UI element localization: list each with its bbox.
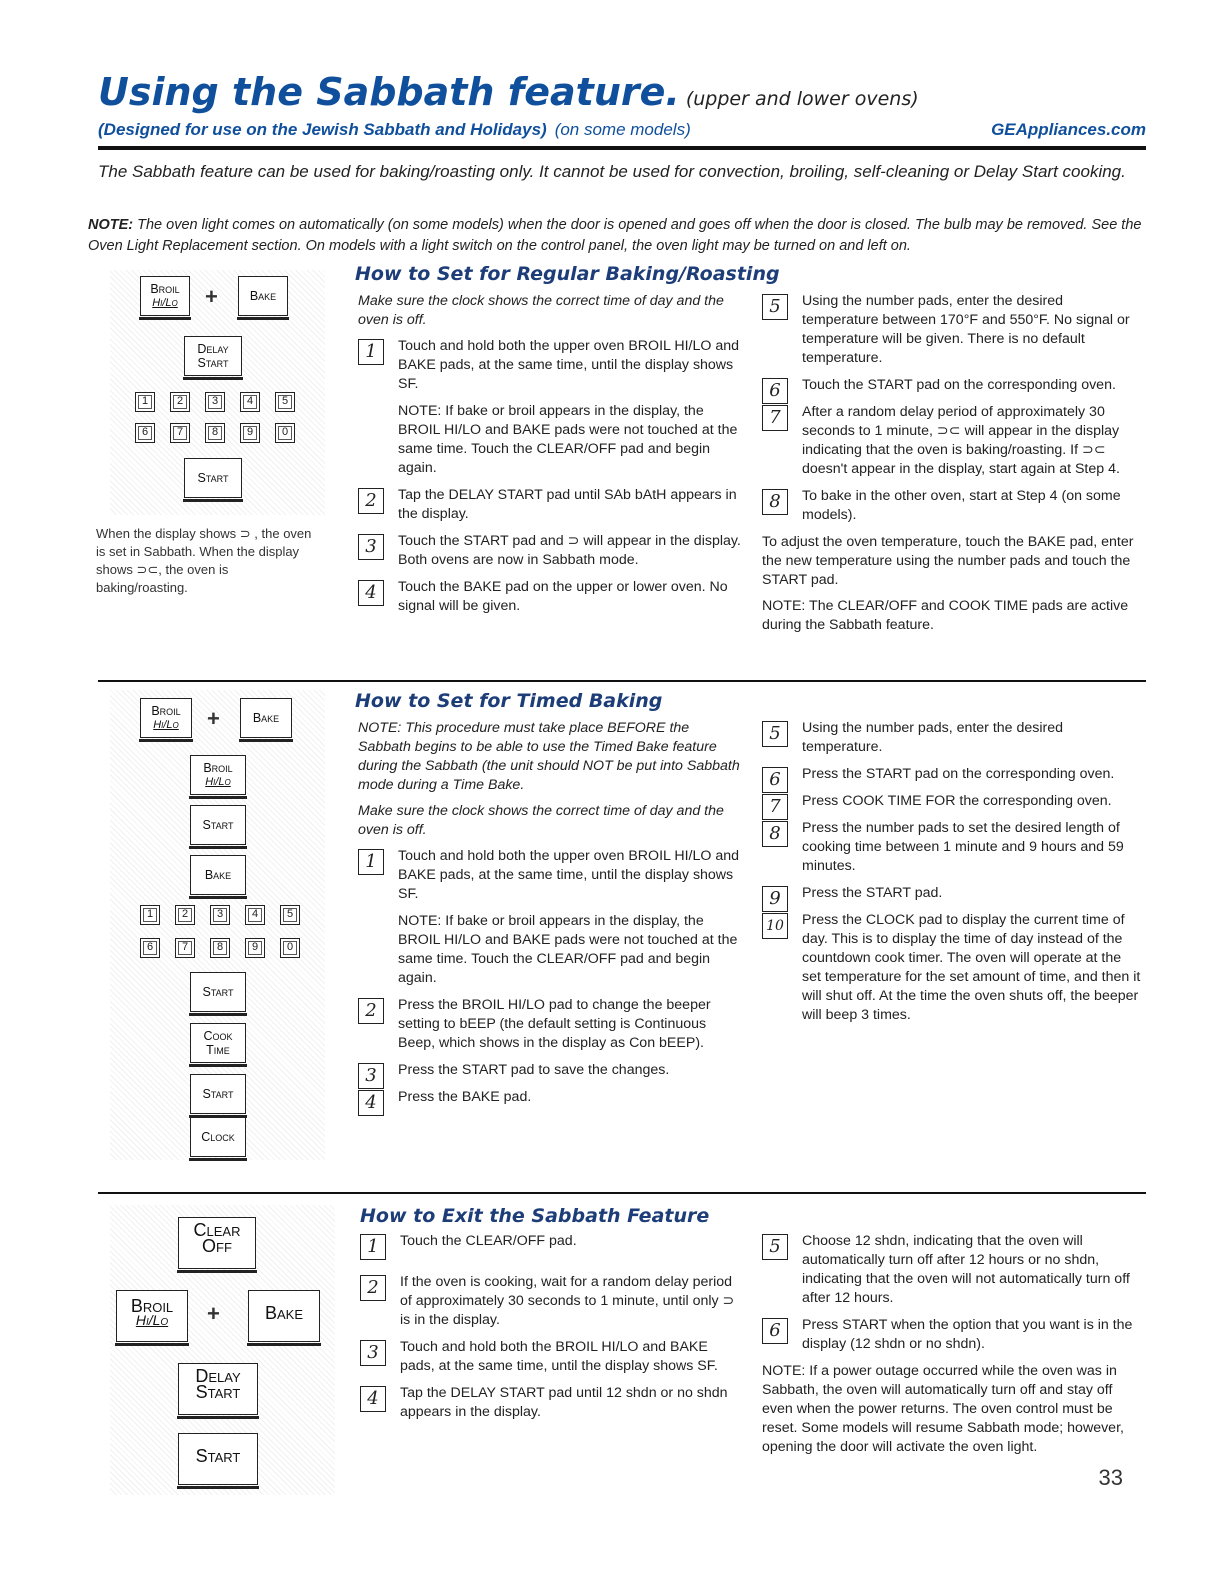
intro-text: The Sabbath feature can be used for baking/roasting only. It cannot be used for convection, broiling, self-cleaning or Delay Start cooking.	[98, 162, 1126, 181]
step-item: 4 Touch the BAKE pad on the upper or lower oven. No signal will be given.	[358, 578, 743, 616]
step-note: NOTE: If bake or broil appears in the display, the BROIL HI/LO and BAKE pads were not touched at the same time. Touch the CLEAR/OFF pad and begin again.	[398, 913, 738, 986]
broil-hilo-pad: Broil Hi/Lo	[190, 755, 246, 795]
digit-pad: 0	[280, 938, 300, 958]
step-item: 5 Choose 12 shdn, indicating that the oven will automatically turn off after 12 hours or no shdn, indicating that the oven will not automatically turn off after 12 hours.	[762, 1232, 1142, 1308]
exit-col-left	[360, 1232, 740, 1430]
timed-intro: Make sure the clock shows the correct time of day and the oven is off.	[358, 803, 724, 838]
top-note	[88, 215, 1148, 257]
step-item: 9 Press the START pad.	[762, 884, 1142, 903]
step-item: 10 Press the CLOCK pad to display the current time of day. This is to display the time of day instead of the countdown cook timer. The oven will operate at the set temperature for the set amount of time, and then it will shut off. At the time the oven shuts off, the beeper will beep 3 times.	[762, 911, 1142, 1025]
adjust-text: To adjust the oven temperature, touch the BAKE pad, enter the new temperature using the number pads and touch the START pad.	[762, 534, 1134, 588]
digit-pad: 8	[210, 938, 230, 958]
step-item: 1 Touch and hold both the upper oven BROIL HI/LO and BAKE pads, at the same time, until the display shows SF.	[358, 847, 743, 904]
step-item: 7 Press COOK TIME FOR the corresponding oven.	[762, 792, 1142, 811]
start-pad: Start	[184, 458, 242, 498]
section-heading-exit: How to Exit the Sabbath Feature	[360, 1205, 710, 1227]
bake-pad: Bake	[240, 698, 292, 738]
digit-pad: 7	[170, 423, 190, 443]
title-text: Using the Sabbath feature.	[98, 70, 680, 114]
page-number: 33	[1098, 1465, 1123, 1490]
step-item: 6 Press START when the option that you want is in the display (12 shdn or no shdn).	[762, 1316, 1142, 1354]
timed-col-left	[358, 719, 743, 1115]
step-item: 5 Using the number pads, enter the desired temperature between 170°F and 550°F. No signal or temperature will be given. There is no default temperature.	[762, 292, 1142, 368]
digit-pad: 3	[210, 905, 230, 925]
step-item: 3 Press the START pad to save the changes.	[358, 1061, 743, 1080]
plus-sign: +	[207, 706, 220, 731]
timed-note: NOTE: This procedure must take place BEFORE the Sabbath begins to be able to use the Timed Bake feature during the Sabbath (the unit should NOT be put into Sabbath mode during a Time Bake.	[358, 720, 740, 793]
plus-sign: +	[207, 1301, 220, 1326]
top-note-text: The oven light comes on automatically (on some models) when the door is opened and goes off when the door is closed. The bulb may be removed. See the Oven Light Replacement section. On models with a light switch on the control panel, the oven light may be turned on and left on.	[88, 217, 1142, 254]
regular-note: NOTE: The CLEAR/OFF and COOK TIME pads are active during the Sabbath feature.	[762, 598, 1129, 633]
section-rule	[98, 1192, 1146, 1194]
top-note-label: NOTE:	[88, 217, 134, 233]
delay-start-pad: Delay Start	[178, 1363, 258, 1415]
regular-intro: Make sure the clock shows the correct time of day and the oven is off.	[358, 293, 724, 328]
header-rule	[98, 146, 1146, 150]
step-item: 8 Press the number pads to set the desired length of cooking time between 1 minute and 9 hours and 59 minutes.	[762, 819, 1142, 876]
broil-hilo-pad: Broil Hi/Lo	[140, 276, 190, 316]
bake-pad: Bake	[190, 855, 246, 895]
step-item: 2 Press the BROIL HI/LO pad to change the beeper setting to bEEP (the default setting is Continuous Beep, which shows in the display as Con bEEP).	[358, 996, 743, 1053]
display-caption: When the display shows ⊃ , the oven is set in Sabbath. When the display shows ⊃⊂, the oven is baking/roasting.	[96, 526, 312, 595]
broil-hilo-pad: Broil Hi/Lo	[140, 698, 192, 738]
digit-pad: 5	[275, 392, 295, 412]
clock-pad: Clock	[190, 1117, 246, 1157]
exit-col-right	[762, 1232, 1142, 1464]
page-title	[98, 70, 919, 114]
page-subtitle	[98, 120, 1146, 140]
keypad-diagram-exit	[110, 1205, 335, 1495]
step-item: 2 Tap the DELAY START pad until SAb bAtH appears in the display.	[358, 486, 743, 524]
plus-sign: +	[205, 284, 218, 309]
digit-pad: 4	[245, 905, 265, 925]
step-item: 8 To bake in the other oven, start at Step 4 (on some models).	[762, 487, 1142, 525]
subtitle-text: (Designed for use on the Jewish Sabbath and Holidays)	[98, 120, 547, 139]
step-note: NOTE: If bake or broil appears in the display, the BROIL HI/LO and BAKE pads were not touched at the same time. Touch the CLEAR/OFF pad and begin again.	[398, 403, 738, 476]
step-item: 5 Using the number pads, enter the desired temperature.	[762, 719, 1142, 757]
website-link[interactable]: GEAppliances.com	[991, 120, 1146, 139]
step-item: 2 If the oven is cooking, wait for a random delay period of approximately 30 seconds to 1 minute, until only ⊃ is in the display.	[360, 1273, 740, 1330]
section-heading-timed: How to Set for Timed Baking	[355, 690, 663, 712]
step-item: 7 After a random delay period of approximately 30 seconds to 1 minute, ⊃⊂ will appear in the display indicating that the oven is baking/roasting. If ⊃⊂ doesn't appear in the display, start again at Step 4.	[762, 403, 1142, 479]
start-pad: Start	[178, 1433, 258, 1485]
cook-time-pad: Cook Time	[190, 1023, 246, 1063]
digit-pad: 1	[140, 905, 160, 925]
subtitle-note: (on some models)	[554, 120, 691, 139]
digit-pad: 2	[175, 905, 195, 925]
delay-start-pad: Delay Start	[184, 336, 242, 376]
regular-col-left	[358, 292, 743, 624]
digit-pad: 6	[140, 938, 160, 958]
digit-pad: 0	[275, 423, 295, 443]
digit-pad: 9	[245, 938, 265, 958]
step-item: 4 Tap the DELAY START pad until 12 shdn or no shdn appears in the display.	[360, 1384, 740, 1422]
step-item: 6 Touch the START pad on the corresponding oven.	[762, 376, 1142, 395]
start-pad: Start	[190, 1074, 246, 1114]
title-note: (upper and lower ovens)	[685, 88, 919, 110]
step-item: 1 Touch the CLEAR/OFF pad.	[360, 1232, 740, 1251]
digit-pad: 2	[170, 392, 190, 412]
step-item: 6 Press the START pad on the corresponding oven.	[762, 765, 1142, 784]
digit-pad: 9	[240, 423, 260, 443]
digit-pad: 8	[205, 423, 225, 443]
keypad-diagram-regular	[110, 270, 325, 515]
step-item: 3 Touch the START pad and ⊃ will appear in the display. Both ovens are now in Sabbath mode.	[358, 532, 743, 570]
digit-pad: 6	[135, 423, 155, 443]
digit-pad: 4	[240, 392, 260, 412]
broil-hilo-pad: Broil Hi/Lo	[116, 1290, 188, 1342]
step-item: 3 Touch and hold both the BROIL HI/LO and BAKE pads, at the same time, until the display shows SF.	[360, 1338, 740, 1376]
exit-note: NOTE: If a power outage occurred while the oven was in Sabbath, the oven will automatically turn off and stay off even when the power returns. The oven control must be reset. Some models will resume Sabbath mode; however, opening the door will activate the oven light.	[762, 1363, 1124, 1455]
keypad-diagram-timed	[110, 690, 325, 1160]
timed-col-right	[762, 719, 1142, 1033]
start-pad: Start	[190, 972, 246, 1012]
section-heading-regular: How to Set for Regular Baking/Roasting	[355, 263, 780, 285]
digit-pad: 3	[205, 392, 225, 412]
regular-col-right	[762, 292, 1142, 642]
digit-pad: 5	[280, 905, 300, 925]
section-rule	[98, 680, 1146, 682]
digit-pad: 1	[135, 392, 155, 412]
clear-off-pad: Clear Off	[178, 1217, 256, 1269]
bake-pad: Bake	[248, 1290, 320, 1342]
bake-pad: Bake	[238, 276, 288, 316]
step-item: 1 Touch and hold both the upper oven BROIL HI/LO and BAKE pads, at the same time, until the display shows SF.	[358, 337, 743, 394]
digit-pad: 7	[175, 938, 195, 958]
start-pad: Start	[190, 805, 246, 845]
step-item: 4 Press the BAKE pad.	[358, 1088, 743, 1107]
